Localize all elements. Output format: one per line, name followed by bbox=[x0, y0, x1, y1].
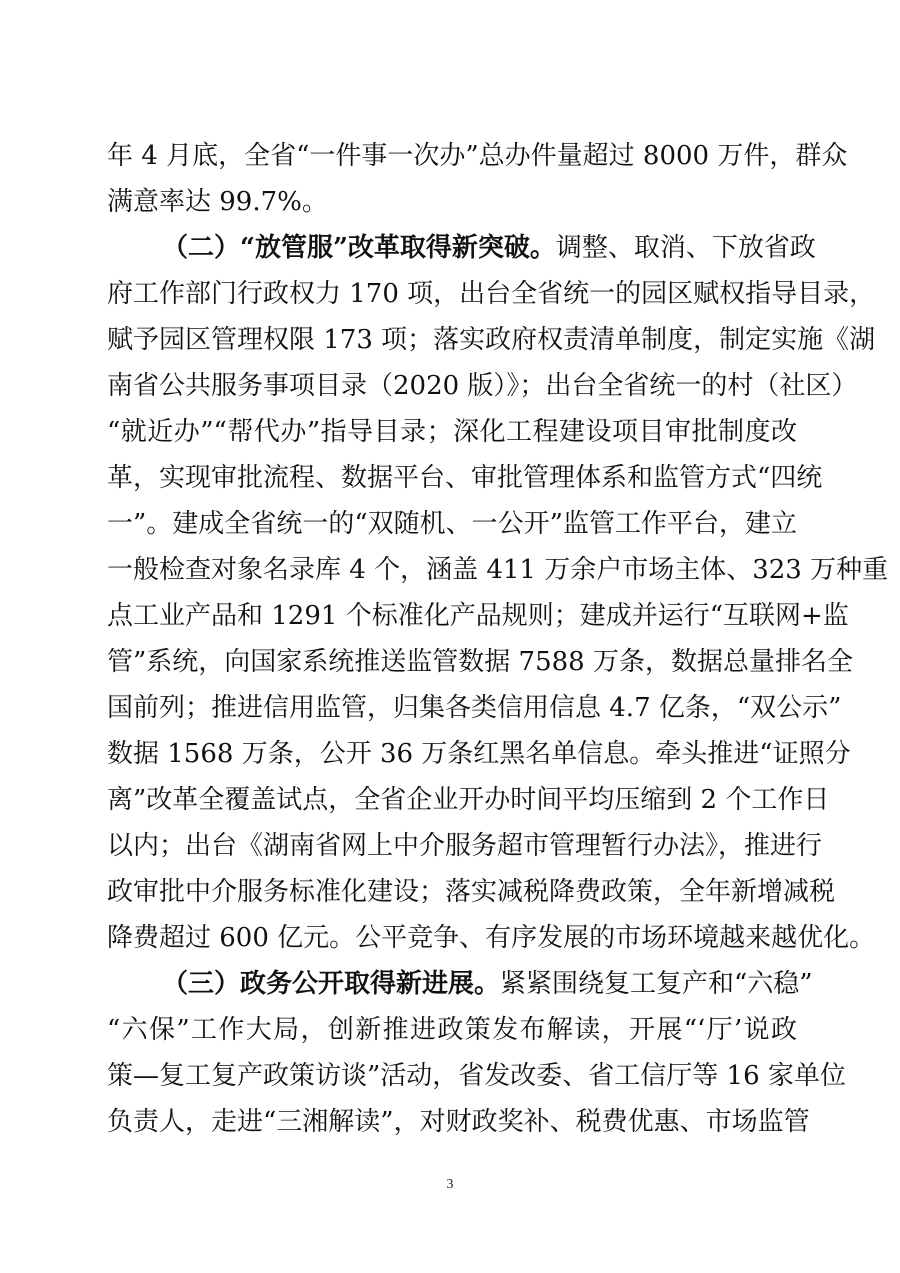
section-heading-line bbox=[162, 964, 813, 1004]
text-span: 调整、取消、下放省政 bbox=[555, 233, 816, 263]
text-line: 一般检查对象名录库 4 个，涵盖 411 万余户市场主体、323 万种重 bbox=[107, 555, 889, 585]
text-line: 负责人，走进“三湘解读”，对财政奖补、税费优惠、市场监管 bbox=[107, 1107, 810, 1137]
text-line: “六保”工作大局，创新推进政策发布解读，开展“‘厅’说政 bbox=[107, 1015, 797, 1045]
text-line: 策—复工复产政策访谈”活动，省发改委、省工信厅等 16 家单位 bbox=[107, 1061, 846, 1091]
section-heading-line bbox=[162, 228, 816, 268]
text-line: “就近办”“帮代办”指导目录；深化工程建设项目审批制度改 bbox=[107, 417, 797, 447]
text-span: 紧紧围绕复工复产和“六稳” bbox=[500, 969, 813, 999]
text-line: 满意率达 99.7%。 bbox=[107, 187, 328, 217]
text-line: 国前列；推进信用监管，归集各类信用信息 4.7 亿条，“双公示” bbox=[107, 693, 842, 723]
section-heading: （二）“放管服”改革取得新突破。 bbox=[162, 233, 556, 263]
section-heading: （三）政务公开取得新进展。 bbox=[162, 969, 501, 999]
page-number: 3 bbox=[446, 1177, 454, 1192]
text-line: 降费超过 600 亿元。公平竞争、有序发展的市场环境越来越优化。 bbox=[107, 923, 876, 953]
text-line: 政审批中介服务标准化建设；落实减税降费政策，全年新增减税 bbox=[107, 877, 836, 907]
text-line: 革，实现审批流程、数据平台、审批管理体系和监管方式“四统 bbox=[107, 463, 823, 493]
text-line: 以内；出台《湖南省网上中介服务超市管理暂行办法》，推进行 bbox=[107, 831, 823, 861]
text-line: 府工作部门行政权力 170 项，出台全省统一的园区赋权指导目录， bbox=[107, 279, 876, 309]
text-line: 数据 1568 万条，公开 36 万条红黑名单信息。牵头推进“证照分 bbox=[107, 739, 851, 769]
text-line: 离”改革全覆盖试点，全省企业开办时间平均压缩到 2 个工作日 bbox=[107, 785, 830, 815]
text-line: 南省公共服务事项目录（2020 版）》；出台全省统一的村（社区） bbox=[107, 371, 858, 401]
text-line: 年 4 月底，全省“一件事一次办”总办件量超过 8000 万件，群众 bbox=[107, 141, 848, 171]
text-line: 赋予园区管理权限 173 项；落实政府权责清单制度，制定实施《湖 bbox=[107, 325, 876, 355]
text-line: 点工业产品和 1291 个标准化产品规则；建成并运行“互联网+监 bbox=[107, 601, 849, 631]
text-line: 一”。建成全省统一的“双随机、一公开”监管工作平台，建立 bbox=[107, 509, 797, 539]
text-line: 管”系统，向国家系统推送监管数据 7588 万条，数据总量排名全 bbox=[107, 647, 853, 677]
